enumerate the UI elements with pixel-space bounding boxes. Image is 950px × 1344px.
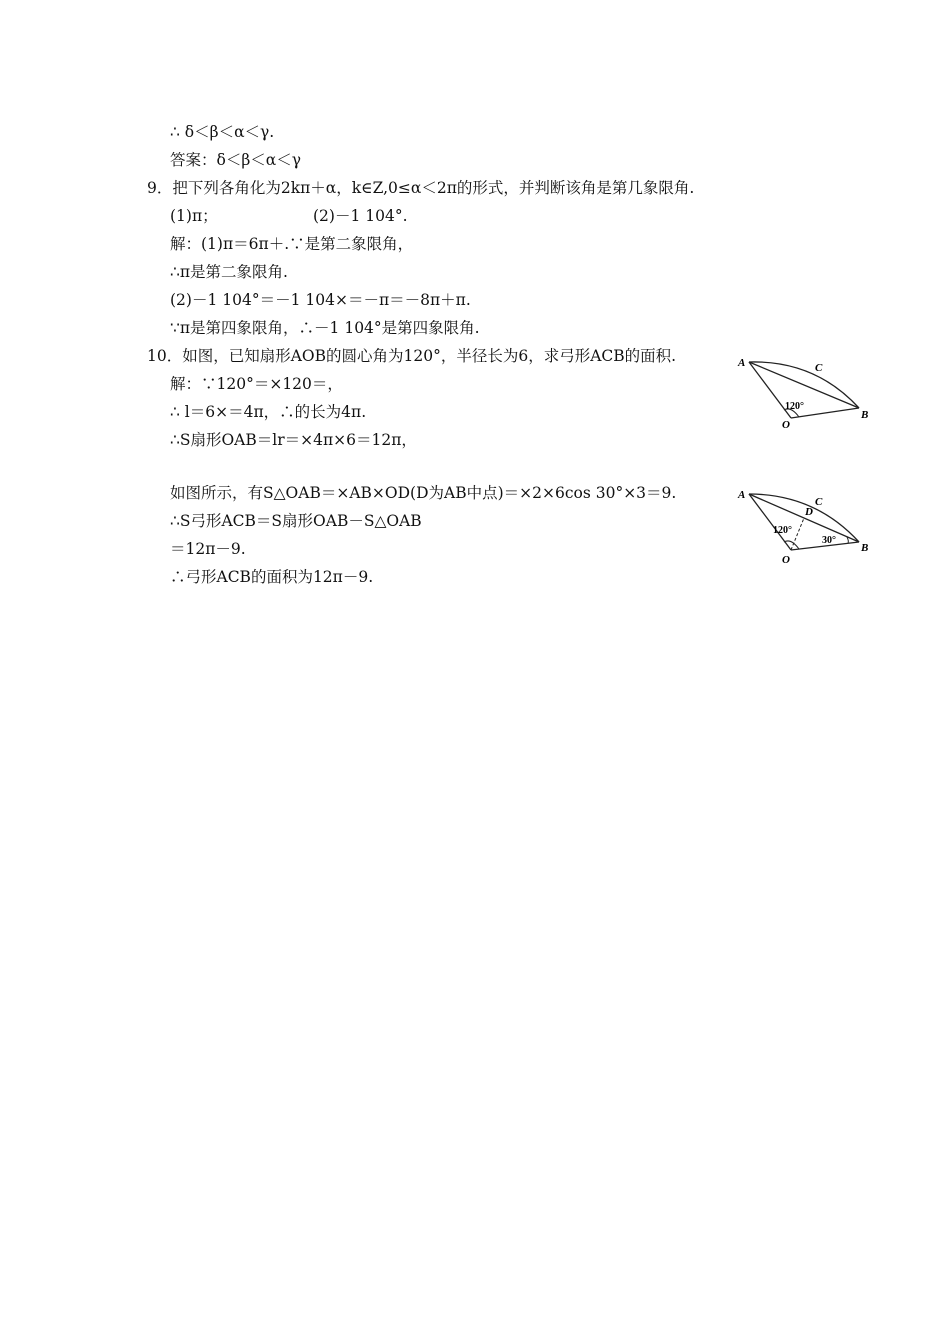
text-line: (1)π； (170, 207, 218, 225)
text-line: ∵π是第四象限角，∴－1 104°是第四象限角. (170, 319, 480, 337)
label-d: D (805, 506, 813, 518)
text-line: (2)－1 104°＝－1 104×＝－π＝－8π＋π. (170, 291, 471, 309)
text-line: 解：(1)π＝6π＋.∵是第二象限角， (170, 235, 414, 253)
label-c: C (815, 496, 823, 508)
text-line: ＝12π－9. (170, 540, 246, 558)
label-b: B (861, 409, 869, 421)
label-a: A (738, 489, 746, 501)
text-line: ∴S弓形ACB＝S扇形OAB－S△OAB (170, 512, 422, 530)
label-b: B (861, 542, 869, 554)
problem-9-statement: 9．把下列各角化为2kπ＋α，k∈Z,0≤α＜2π的形式，并判断该角是第几象限角. (147, 179, 695, 197)
text-line: ∴ δ＜β＜α＜γ. (170, 123, 275, 141)
problem-10-statement: 10．如图，已知扇形AOB的圆心角为120°，半径长为6，求弓形ACB的面积. (147, 347, 677, 365)
text-line: ∴π是第二象限角. (170, 263, 288, 281)
label-o: O (782, 419, 790, 430)
text-line: 解：∵120°＝×120＝， (170, 375, 343, 393)
segment-od (791, 518, 804, 550)
label-a: A (738, 357, 746, 369)
angle-label-30: 30° (822, 535, 836, 546)
label-c: C (815, 362, 823, 374)
text-line: (2)－1 104°. (313, 207, 408, 225)
sector-figure-1 (735, 350, 875, 430)
text-line: ∴S扇形OAB＝lr＝×4π×6＝12π， (170, 431, 417, 449)
text-line: 答案：δ＜β＜α＜γ (170, 151, 302, 169)
text-line: 如图所示，有S△OAB＝×AB×OD(D为AB中点)＝×2×6cos 30°×3＝9. (170, 484, 677, 502)
angle-label-120: 120° (773, 525, 792, 536)
text-line: ∴弓形ACB的面积为12π－9. (170, 568, 374, 586)
label-o: O (782, 554, 790, 566)
angle-label-120: 120° (785, 401, 804, 412)
sector-figure-2 (735, 484, 875, 566)
text-line: ∴ l＝6×＝4π，∴的长为4π. (170, 403, 367, 421)
